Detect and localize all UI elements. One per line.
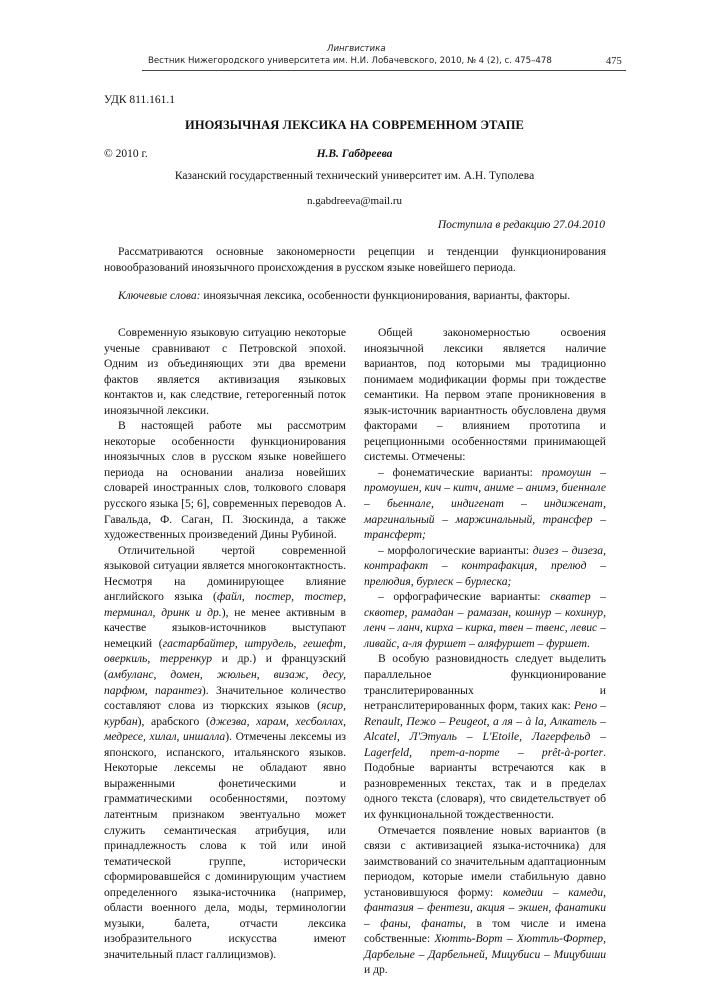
orthographic-variants-item <box>364 589 606 651</box>
text-run: , в том числе и имена собственные: <box>364 916 606 946</box>
morphological-variants-item <box>364 543 606 590</box>
abstract: Рассматриваются основные закономерности рецепции и тенденции функционирования новообразований иноязычного происхождения в русском языке новейшего периода. <box>104 246 606 274</box>
italic-run: файл, постер, тостер, терминал, дринк и др. <box>104 590 346 619</box>
copyright-year: © 2010 г. <box>104 148 148 160</box>
text-run: ), арабского ( <box>137 714 210 728</box>
keywords-list: иноязычная лексика, особенности функционирования, варианты, факторы. <box>200 290 571 302</box>
italic-run: промоушн – промоушен, кич – китч, аниме – анимэ, биеннале – бьеннале, индигенат – индиженат, маргинальный – маржинальный, трансфер – трансферт; <box>364 465 606 542</box>
text-run: ). Отмечены лексемы из японского, испанского, итальянского языков. Некоторые лексемы не обладают явно выраженными фонетическими и грамматическими особенностями, поэтому латентным признаком эвентуально может служить семантическая атрибуция, или принадлежность слова к той или иной тематической группе, исторически сформировавшейся с доминирующим участием определенного языка-источника (например, области военного дела, моды, терминологии музыки, балета, отчасти лексика изобразительного искусства имеют значительный пласт галлицизмов). <box>104 730 346 961</box>
text-run: ), не менее активным в качестве языков-источников выступают немецкий ( <box>104 605 346 650</box>
italic-run: амбуланс, домен, жюльен, визаж, десу, парфюм, парантез <box>104 668 346 697</box>
text-run: . Подобные варианты встречаются как в разновременных текстах, так и в пределах одного текста (словаря), что свидетельствует об их функциональной тождественности. <box>364 745 606 821</box>
header-rule <box>142 70 626 71</box>
italic-run: Хютть-Ворт – Хюттль-Фортер, Дарбельне – Дарбельней, Мицубиси – Мицубиши <box>364 932 606 961</box>
left-column <box>104 325 346 962</box>
text-run: – фонематические варианты: <box>378 465 542 479</box>
keywords <box>104 288 606 304</box>
italic-run: дизез – дизеза, контрафакт – контрафакция, прелюд – прелюдия, бурлеск – бурлеска; <box>364 543 606 588</box>
page-number: 475 <box>606 56 622 67</box>
italic-run: ясир, курбан <box>104 699 346 728</box>
text-run: ). Значительное количество составляют слова из тюркских языков ( <box>104 683 346 713</box>
running-header-journal: Вестник Нижегородского университета им. Н.И. Лобачевского, 2010, № 4 (2), с. 475–478 <box>148 56 552 66</box>
body-paragraph: Общей закономерностью освоения иноязычной лексики является наличие вариантов, под которыми мы традиционно понимаем модификации формы при тождестве семантики. На первом этапе проникновения в язык-источник вариантность обусловлена двумя факторами – влиянием прототипа и рецепционными особенностями принимающей системы. Отмечены: <box>364 326 606 464</box>
text-run: и др. <box>364 963 388 977</box>
body-paragraph: Современную языковую ситуацию некоторые ученые сравнивают с Петровской эпохой. Одним из объединяющих эти два времени фактов является активизация языковых контактов и, как следствие, гетерогенный поток иноязычной лексики. <box>104 326 346 417</box>
text-run: Отмечается появление новых вариантов (в связи с активизацией языка-источника) для заимствований со значительным адаптационным периодом, которые имели стабильную давно установившуюся форму: <box>364 823 606 899</box>
body-paragraph: В настоящей работе мы рассмотрим некоторые особенности функционирования иноязычных слов в русском языке новейшего периода на основании анализа новейших словарей иностранных слов, толкового словаря русского языка [5; 6], современных переводов А. Гавальда, Ф. Саган, П. Зюскинда, а также художественных произведений Дины Рубиной. <box>104 419 346 542</box>
right-column <box>364 325 606 978</box>
italic-run: Рено – Renault, Пежо – Peugeot, а ля – à la, Алкатель – Alcatel, Л'Этуаль – L'Etoile, Лагерфельд – Lagerfeld, прет-а-порте – prêt-à-porter <box>364 699 606 759</box>
text-run: – орфографические варианты: <box>378 590 551 604</box>
udc-code: УДК 811.161.1 <box>104 94 175 106</box>
text-run: Отличительной чертой современной языковой ситуации является многоконтактность. Несмотря на доминирующее влияние английского языка ( <box>104 543 346 604</box>
phonetic-variants-item <box>364 465 606 543</box>
text-run: – морфологические варианты: <box>378 543 533 557</box>
author-name: Н.В. Габдреева <box>316 148 393 160</box>
body-paragraph <box>364 651 606 822</box>
italic-run: скватер – сквотер, рамадан – рамазан, кошнур – кохинур, ленч – ланч, кирха – кирка, твен – твенс, левис – ливайс, а-ля фуршет – аляфуршет – фуршет. <box>364 590 606 650</box>
text-run: В особую разновидность следует выделить параллельное функционирование транслитерированных и нетранслитерированных форм, таких как: <box>364 652 606 713</box>
text-run: и др.) и французский ( <box>104 652 347 682</box>
italic-run: гастарбайтер, штрудель, гешефт, оверкиль, терренкур <box>104 636 346 666</box>
body-paragraph <box>104 543 346 963</box>
received-date: Поступила в редакцию 27.04.2010 <box>437 219 605 231</box>
author-email: n.gabdreeva@mail.ru <box>306 195 403 207</box>
article-title: ИНОЯЗЫЧНАЯ ЛЕКСИКА НА СОВРЕМЕННОМ ЭТАПЕ <box>185 118 524 132</box>
running-header-rubric: Лингвистика <box>327 44 386 54</box>
keywords-label: Ключевые слова: <box>118 290 201 302</box>
body-paragraph <box>364 823 606 978</box>
italic-run: комедии – камеди, фантазия – фентези, акция – экшен, фанатики – фаны, фанаты <box>364 885 606 930</box>
italic-run: джезва, харам, хесболлах, медресе, хилал, иншалла <box>104 714 346 744</box>
author-affiliation: Казанский государственный технический университет им. А.Н. Туполева <box>174 170 535 182</box>
